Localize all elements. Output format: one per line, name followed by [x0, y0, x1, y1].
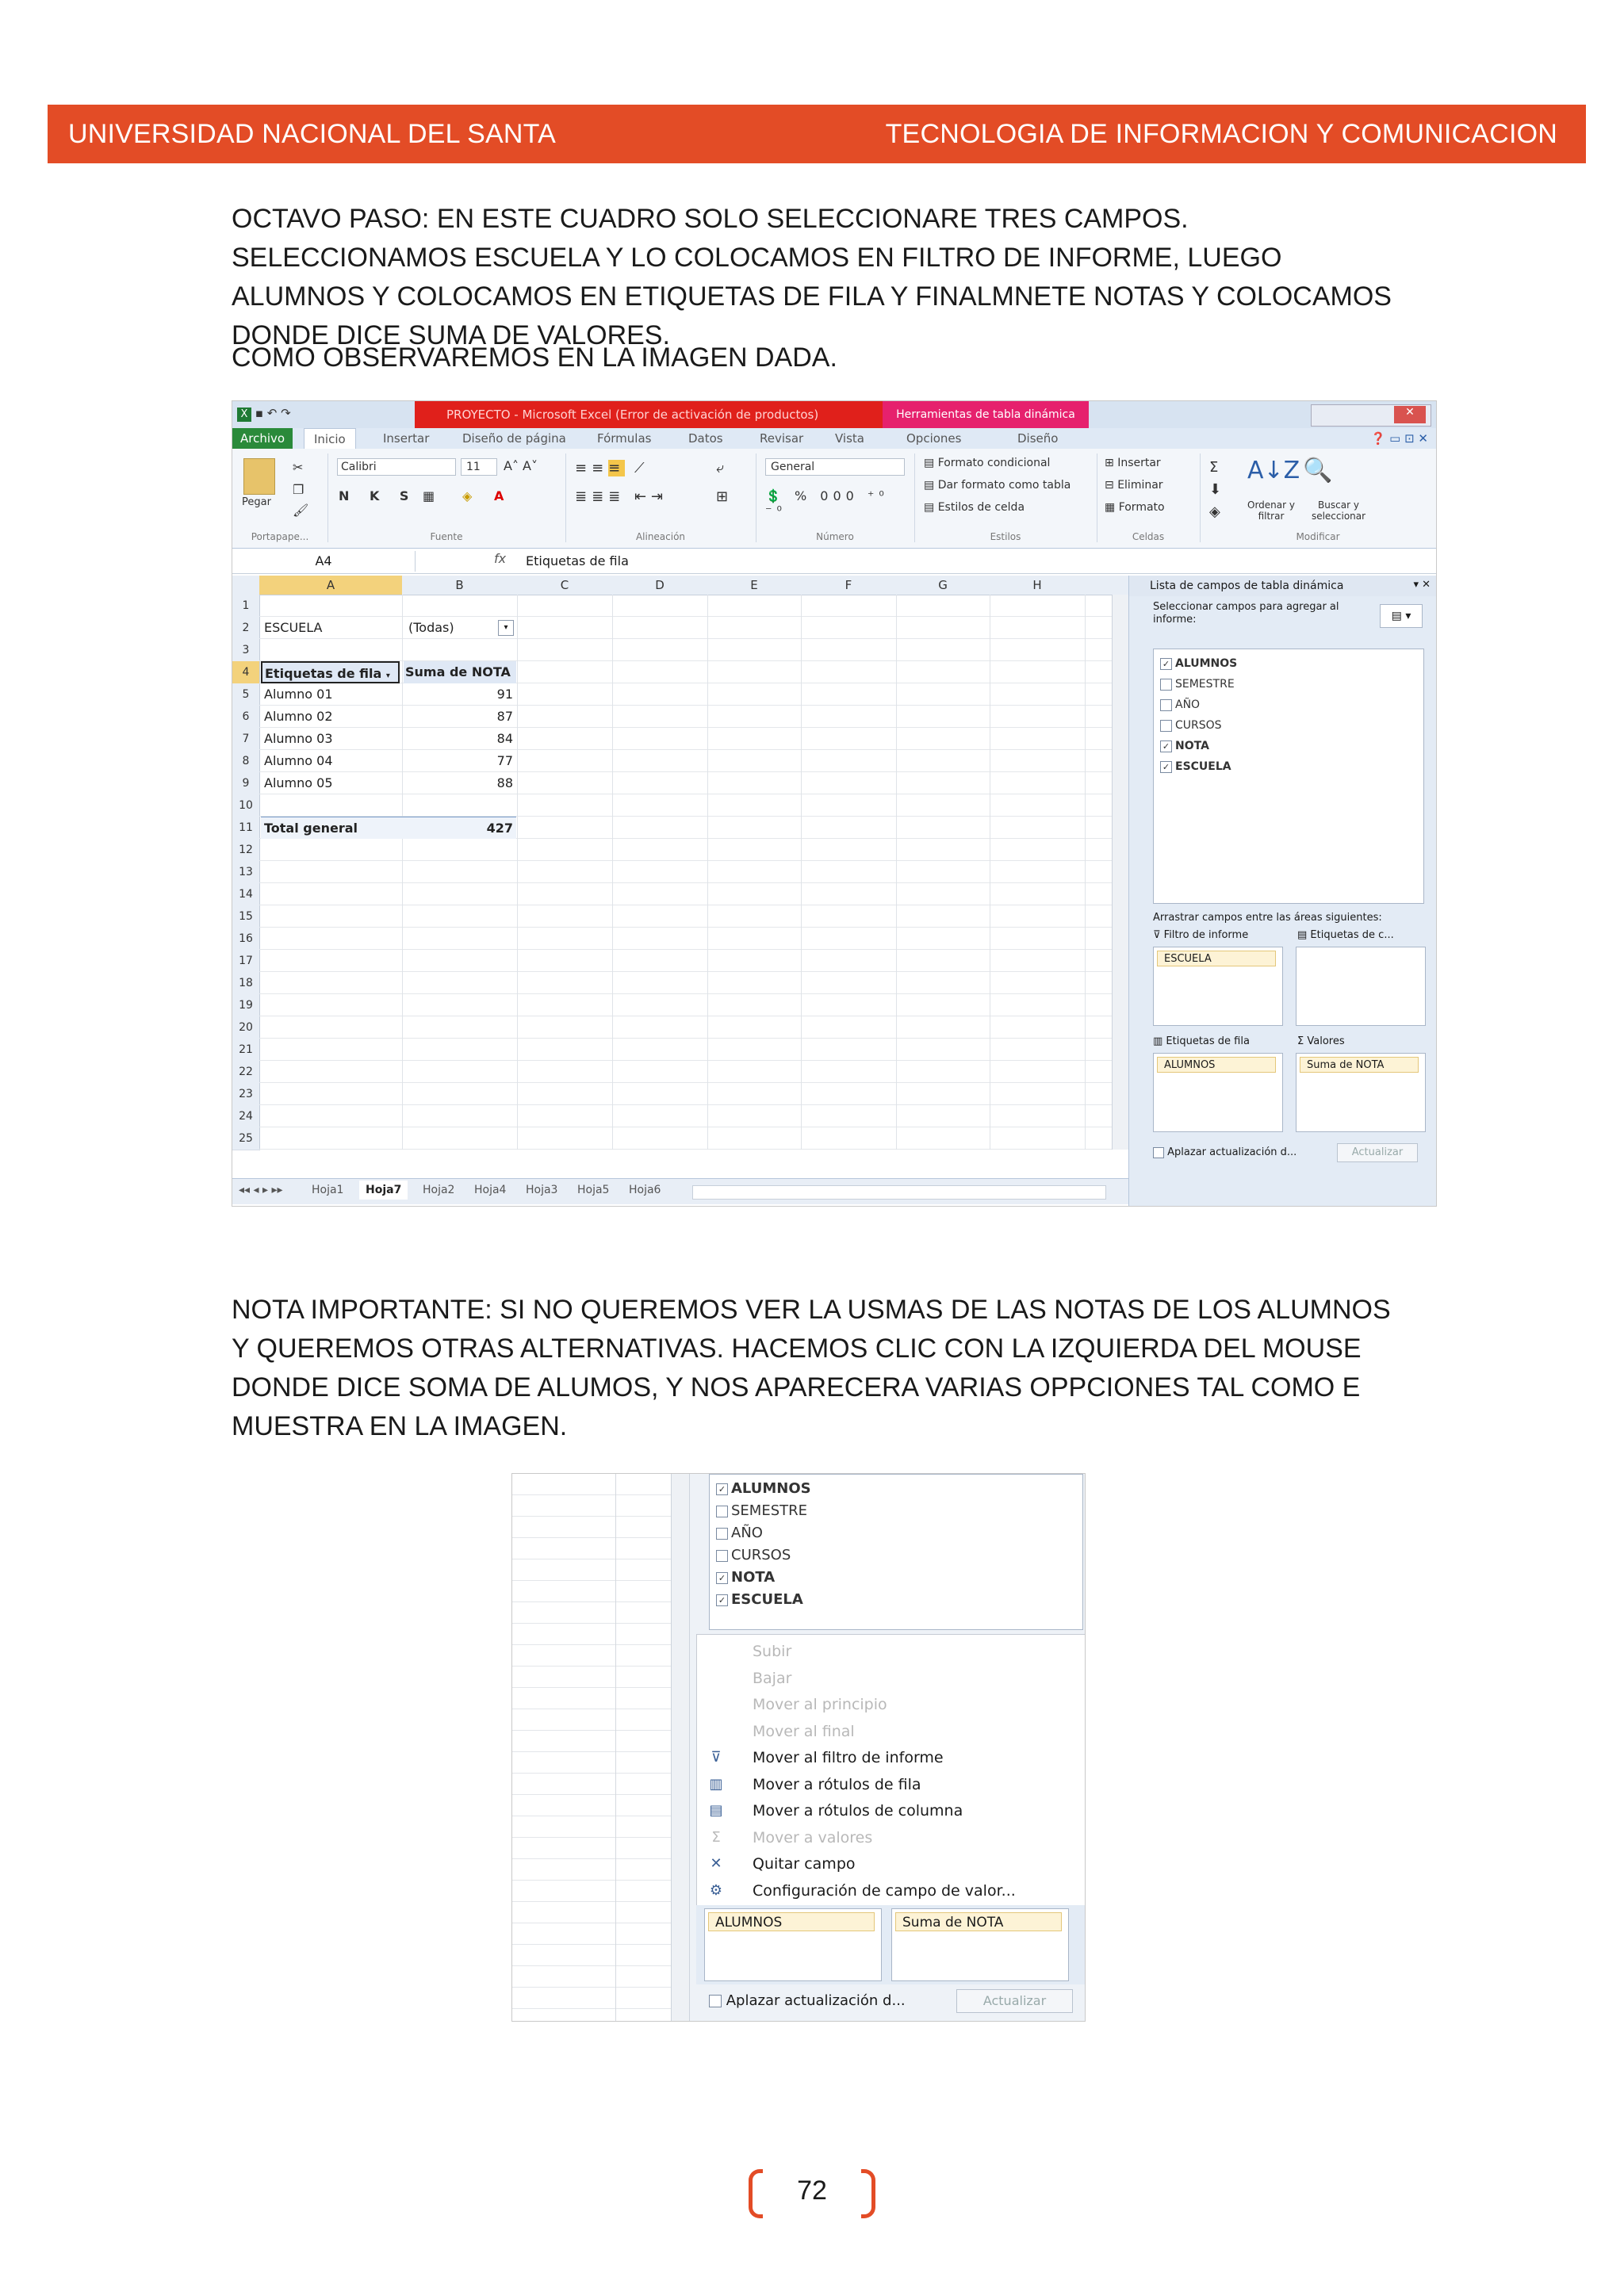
table-icon: ▤ [924, 501, 938, 514]
total-value: 427 [486, 821, 513, 836]
context-menu-label: Mover a rótulos de columna [753, 1802, 963, 1820]
row-header[interactable]: 14 [232, 883, 260, 906]
pivot-row-label[interactable]: Alumno 05 [264, 775, 333, 790]
row-header[interactable]: 9 [232, 772, 260, 795]
bold-italic-underline-icons[interactable]: N K S [339, 488, 417, 503]
format-as-table-label: Dar formato como tabla [937, 479, 1071, 492]
total-row[interactable] [261, 817, 516, 839]
group-label: Celdas [1132, 531, 1165, 542]
defer-label: Aplazar actualización d... [1167, 1146, 1297, 1158]
context-menu-label: Mover al principio [753, 1696, 887, 1713]
insert-cells-button[interactable] [1105, 457, 1161, 469]
gridline [259, 616, 1113, 617]
border-icon[interactable]: ▦ [423, 488, 435, 503]
suma-nota-chip[interactable]: Suma de NOTA [895, 1912, 1062, 1931]
align-top-icons[interactable]: ≡≡≡ ⟋ [575, 460, 649, 476]
sort-filter-icon[interactable]: A↓Z [1247, 457, 1300, 484]
field-item[interactable] [1160, 737, 1209, 756]
tab-revisar[interactable]: Revisar [760, 431, 804, 446]
group-label: Portapape... [251, 531, 309, 542]
row-labels-label: Etiquetas de fila [1166, 1035, 1250, 1047]
row-header[interactable]: 18 [232, 972, 260, 995]
tab-diseno-pagina[interactable]: Diseño de página [462, 431, 566, 446]
column-header-f[interactable]: F [801, 576, 897, 595]
field-list-title: Lista de campos de tabla dinámica [1129, 576, 1437, 596]
row-header[interactable]: 16 [232, 928, 260, 951]
checkbox-icon[interactable]: ✓ [716, 1483, 728, 1495]
format-label: Formato [1118, 501, 1165, 514]
select-all-corner[interactable] [232, 576, 260, 595]
pivot-row-value[interactable]: 84 [496, 731, 513, 746]
filter-value-cell[interactable]: (Todas) [408, 620, 454, 635]
filter-label-cell[interactable]: ESCUELA [264, 620, 323, 635]
values-area[interactable] [891, 1908, 1069, 1981]
context-menu-item[interactable] [697, 1744, 1086, 1771]
field-name: ALUMNOS [1175, 657, 1238, 670]
sheet-nav-icon[interactable]: ◂◂ ◂ ▸ ▸▸ [239, 1184, 283, 1196]
report-filter-label: Filtro de informe [1163, 929, 1249, 941]
field-item[interactable] [716, 1590, 803, 1609]
filter-icon: ⊽ [1153, 929, 1164, 941]
checkbox-icon[interactable]: ✓ [716, 1594, 728, 1606]
gridline [402, 595, 403, 1150]
gridline [259, 949, 1113, 950]
alumnos-chip[interactable]: ALUMNOS [1157, 1057, 1276, 1073]
checkbox-icon[interactable] [709, 1995, 722, 2007]
find-select-label[interactable]: Buscar y seleccionar [1311, 499, 1366, 522]
close-icon[interactable]: ▾ ✕ [1413, 579, 1431, 591]
context-menu-label: Bajar [753, 1669, 792, 1687]
field-name: CURSOS [1175, 719, 1222, 732]
gridline [259, 727, 1113, 728]
tab-formulas[interactable]: Fórmulas [597, 431, 652, 446]
gridline [259, 1149, 1113, 1150]
field-item[interactable] [716, 1546, 791, 1565]
field-name: SEMESTRE [1175, 678, 1235, 691]
suma-nota-chip[interactable]: Suma de NOTA [1300, 1057, 1419, 1073]
insert-label: Insertar [1117, 457, 1161, 469]
field-item[interactable] [1160, 654, 1237, 673]
table-icon: ▤ [924, 479, 938, 492]
excel-logo-icon: X [237, 408, 251, 422]
conditional-format-button[interactable] [924, 457, 1050, 469]
insert-icon: ⊞ [1105, 457, 1118, 469]
context-menu-label: Quitar campo [753, 1855, 856, 1873]
checkbox-icon[interactable]: ✓ [1160, 740, 1172, 752]
field-name: AÑO [731, 1525, 763, 1541]
gridline [707, 595, 708, 1150]
drag-fields-text: Arrastrar campos entre las áreas siguientes: [1153, 912, 1382, 924]
gridline [259, 1104, 1113, 1105]
clipboard-group [232, 453, 328, 542]
vertical-scrollbar[interactable] [671, 1474, 690, 2021]
row-header[interactable]: 6 [232, 706, 260, 729]
context-menu-item [697, 1691, 1086, 1718]
excel-title-bar [232, 401, 1436, 428]
number-format-select[interactable]: General [765, 458, 905, 476]
font-group [327, 453, 566, 542]
help-icon[interactable]: ❓ ▭ ⊡ ✕ [1370, 431, 1428, 446]
row-header[interactable]: 11 [232, 817, 260, 840]
copy-icon[interactable]: ❐ [293, 482, 304, 497]
row-labels-icon: ▥ [709, 1775, 723, 1793]
gridline [259, 1038, 1113, 1039]
sheet-tab[interactable]: Hoja4 [474, 1184, 507, 1196]
grow-font-icon[interactable]: A˄ A˅ [504, 458, 538, 473]
formula-bar [232, 549, 1436, 574]
row-header[interactable]: 1 [232, 595, 260, 618]
escuela-chip[interactable]: ESCUELA [1157, 951, 1276, 966]
row-header[interactable]: 23 [232, 1083, 260, 1106]
settings-icon: ⚙ [709, 1881, 723, 1899]
sheet-tab[interactable]: Hoja6 [629, 1184, 661, 1196]
column-header-c[interactable]: C [517, 576, 613, 595]
checkbox-icon[interactable]: ✓ [1160, 658, 1172, 670]
cut-icon[interactable]: ✂ [293, 460, 304, 475]
report-filter-area[interactable] [1153, 947, 1283, 1026]
sheet-tabs-bar [232, 1178, 1128, 1204]
gridline [259, 705, 1113, 706]
column-header-e[interactable]: E [707, 576, 802, 595]
align-horizontal-icons[interactable]: ≣≣≣ ⇤⇥ [575, 488, 668, 505]
row-header[interactable]: 22 [232, 1061, 260, 1084]
group-label: Modificar [1296, 531, 1340, 542]
tab-diseno[interactable]: Diseño [1017, 431, 1059, 446]
checkbox-icon[interactable] [716, 1506, 728, 1517]
group-label: Fuente [430, 531, 463, 542]
pivot-row-value[interactable]: 77 [496, 753, 513, 768]
context-menu-item[interactable] [697, 1877, 1086, 1904]
field-name: NOTA [731, 1569, 776, 1586]
context-menu-item [697, 1824, 1086, 1851]
checkbox-icon[interactable] [1160, 720, 1172, 732]
horizontal-scrollbar[interactable] [692, 1185, 1106, 1200]
layout-icon[interactable]: ▤ ▾ [1380, 604, 1423, 628]
gridline [517, 595, 518, 1150]
column-header-h[interactable]: H [990, 576, 1086, 595]
page-number: 72 [797, 2175, 827, 2206]
gridline [259, 749, 1113, 750]
filter-dropdown-icon[interactable]: ▾ [498, 620, 514, 636]
context-menu-label: Mover al filtro de informe [753, 1749, 944, 1766]
window-controls[interactable] [1311, 404, 1431, 427]
gridline [612, 595, 613, 1150]
areas-fragment [696, 1905, 1085, 1984]
gridline [259, 993, 1113, 994]
gridline [615, 1474, 616, 2021]
field-list-box [709, 1474, 1083, 1630]
field-name: SEMESTRE [731, 1502, 808, 1519]
ribbon-tabs [232, 428, 1436, 450]
field-context-menu [696, 1634, 1086, 1907]
sheet-tab-active[interactable]: Hoja7 [359, 1181, 408, 1200]
field-name: CURSOS [731, 1547, 791, 1563]
column-header-empty [1085, 576, 1129, 595]
total-label: Total general [264, 821, 358, 836]
context-menu-item [697, 1718, 1086, 1745]
cell-styles-button[interactable] [924, 501, 1025, 514]
tab-insertar[interactable]: Insertar [383, 431, 430, 446]
context-menu-label: Mover a rótulos de fila [753, 1775, 921, 1793]
group-label: Número [816, 531, 854, 542]
formula-input[interactable]: Etiquetas de fila [526, 553, 629, 568]
row-header[interactable]: 4 [232, 661, 260, 684]
checkbox-icon[interactable] [716, 1550, 728, 1562]
field-name: AÑO [1175, 698, 1201, 711]
row-header[interactable]: 20 [232, 1016, 260, 1039]
column-header-b[interactable]: B [402, 576, 518, 595]
alignment-group [565, 453, 756, 542]
tab-archivo[interactable]: Archivo [232, 428, 293, 449]
values-area-label [1297, 1035, 1345, 1047]
delete-icon: ⊟ [1105, 479, 1118, 492]
column-header-d[interactable]: D [612, 576, 708, 595]
paste-icon[interactable] [243, 458, 275, 495]
delete-label: Eliminar [1117, 479, 1163, 492]
currency-percent-icons[interactable]: 💲 % 000 ⁺⁰ ⁻⁰ [765, 488, 889, 519]
ribbon [232, 449, 1436, 549]
field-name: ALUMNOS [731, 1480, 811, 1497]
update-button[interactable]: Actualizar [956, 1989, 1073, 2013]
gridline [259, 638, 1113, 639]
checkbox-icon[interactable] [716, 1528, 728, 1540]
choose-fields-text: Seleccionar campos para agregar al informe: [1153, 601, 1339, 626]
context-menu-screenshot [511, 1473, 1086, 2022]
filter-icon: ⊽ [710, 1749, 722, 1766]
column-header-a[interactable]: A [259, 576, 403, 595]
excel-screenshot [232, 400, 1437, 1207]
gridline [896, 595, 897, 1150]
row-header[interactable]: 21 [232, 1039, 260, 1062]
function-icon[interactable]: fx [494, 551, 507, 566]
defer-label: Aplazar actualización d... [726, 1992, 906, 2009]
paragraph-step-eight: OCTAVO PASO: EN ESTE CUADRO SOLO SELECCIONARE TRES CAMPOS. SELECCIONAMOS ESCUELA Y LO COLOCAMOS EN FILTRO DE INFORME, LUEGO ALUMNOS Y COLOCAMOS EN ETIQUETAS DE FILA Y FINALMNETE NOTAS Y COLOCAMOS DONDE DICE SUMA DE VALORES. [232, 204, 1392, 350]
pivot-row-label[interactable]: Alumno 04 [264, 753, 333, 768]
sheet-tab[interactable]: Hoja1 [312, 1184, 344, 1196]
gridline [259, 971, 1113, 972]
row-header[interactable]: 13 [232, 861, 260, 884]
group-label: Estilos [990, 531, 1021, 542]
header-left: UNIVERSIDAD NACIONAL DEL SANTA [68, 118, 556, 149]
merge-center-icon[interactable]: ⊞ [716, 488, 729, 505]
column-labels-icon: ▤ [709, 1802, 723, 1819]
field-item[interactable] [1160, 675, 1235, 694]
field-item[interactable] [716, 1524, 763, 1543]
pivot-row-label[interactable]: Alumno 01 [264, 687, 333, 702]
row-header[interactable]: 17 [232, 950, 260, 973]
checkbox-icon[interactable] [1153, 1147, 1164, 1158]
format-icon: ▦ [1105, 501, 1119, 514]
sheet-tab[interactable]: Hoja5 [577, 1184, 610, 1196]
row-labels-header: Etiquetas de fila [265, 666, 382, 681]
page-number-block [749, 2163, 875, 2226]
checkbox-icon[interactable] [1160, 679, 1172, 691]
conditional-format-label: Formato condicional [937, 457, 1051, 469]
gridline [259, 927, 1113, 928]
update-button[interactable]: Actualizar [1337, 1143, 1418, 1162]
field-list-box [1153, 649, 1424, 904]
quick-access-toolbar[interactable] [237, 406, 372, 423]
defer-update-checkbox[interactable] [1153, 1146, 1297, 1158]
row-header[interactable]: 5 [232, 683, 260, 706]
pivot-row-value[interactable]: 87 [496, 709, 513, 724]
styles-group [914, 453, 1097, 542]
row-labels-area[interactable] [704, 1908, 882, 1981]
row-header[interactable]: 7 [232, 728, 260, 751]
row-header[interactable]: 8 [232, 750, 260, 773]
field-name: ESCUELA [1175, 760, 1231, 773]
format-painter-icon[interactable]: 🖌 [293, 503, 309, 518]
tab-datos[interactable]: Datos [688, 431, 723, 446]
save-icon[interactable]: ▪ [255, 406, 263, 420]
pivot-row-label[interactable]: Alumno 03 [264, 731, 333, 746]
undo-icon[interactable]: ↶ [266, 406, 278, 420]
row-header[interactable]: 24 [232, 1105, 260, 1128]
row-header[interactable]: 2 [232, 617, 260, 640]
gridline [1085, 595, 1086, 1150]
gridline [259, 1082, 1113, 1083]
pivot-field-list [1128, 576, 1437, 1206]
row-header[interactable]: 15 [232, 905, 260, 928]
table-icon: ▤ [924, 457, 938, 469]
name-box[interactable]: A4 [232, 551, 416, 572]
close-icon[interactable]: ✕ [1394, 406, 1426, 423]
pivot-row-value[interactable]: 88 [496, 775, 513, 790]
context-menu-label: Configuración de campo de valor... [753, 1881, 1016, 1900]
column-labels-area-label [1297, 929, 1394, 941]
alumnos-chip[interactable]: ALUMNOS [708, 1912, 875, 1931]
context-menu-item[interactable] [697, 1850, 1086, 1877]
paragraph-observe: COMO OBSERVAREMOS EN LA IMAGEN DADA. [232, 342, 837, 373]
paragraph-important-note: NOTA IMPORTANTE: SI NO QUEREMOS VER LA USMAS DE LAS NOTAS DE LOS ALUMNOS Y QUEREMOS OTRAS ALTERNATIVAS. HACEMOS CLIC CON LA IZQUIERDA DEL MOUSE DONDE DICE SOMA DE ALUMOS, Y NOS APARECERA VARIAS OPPCIONES TAL COMO E MUESTRA EN LA IMAGEN. [232, 1295, 1391, 1441]
field-item[interactable] [1160, 695, 1200, 714]
row-labels-area[interactable] [1153, 1053, 1283, 1132]
context-menu-item[interactable] [697, 1771, 1086, 1798]
gridline [259, 882, 1113, 883]
row-header[interactable]: 3 [232, 639, 260, 662]
find-icon[interactable]: 🔍 [1303, 457, 1333, 484]
column-labels-icon: ▤ [1297, 929, 1311, 941]
context-menu-label: Mover al final [753, 1722, 855, 1740]
cell-styles-label: Estilos de celda [937, 501, 1025, 514]
pivot-row-label[interactable]: Alumno 02 [264, 709, 333, 724]
field-item[interactable] [1160, 716, 1222, 735]
column-labels-label: Etiquetas de c... [1310, 929, 1394, 941]
paste-button[interactable]: Pegar [242, 496, 271, 508]
grid-rows [512, 1474, 671, 2021]
checkbox-icon[interactable]: ✓ [1160, 761, 1172, 773]
values-label: Valores [1307, 1035, 1345, 1047]
page-header [48, 105, 1586, 163]
format-as-table-button[interactable] [924, 479, 1071, 492]
gridline [801, 595, 802, 1150]
gridline [259, 1060, 1113, 1061]
number-group [756, 453, 915, 542]
gridline [259, 771, 1113, 772]
context-menu-item [697, 1638, 1086, 1665]
worksheet-grid [232, 576, 1128, 1178]
cells-group [1097, 453, 1201, 542]
pivot-tools-context: Herramientas de tabla dinámica [883, 401, 1089, 428]
context-menu-label: Mover a valores [753, 1828, 873, 1846]
row-labels-icon: ▥ [1153, 1035, 1166, 1047]
context-menu-label: Subir [753, 1643, 792, 1660]
fill-color-icon[interactable]: ◈ [462, 488, 473, 503]
autosum-icon[interactable]: Σ ⬇ ◈ [1209, 459, 1222, 520]
field-item[interactable] [1160, 757, 1231, 776]
row-header[interactable]: 10 [232, 794, 260, 817]
sheet-tab[interactable]: Hoja3 [526, 1184, 558, 1196]
sum-nota-header[interactable]: Suma de NOTA [404, 661, 516, 683]
header-right: TECNOLOGIA DE INFORMACION Y COMUNICACION [885, 118, 1557, 149]
redo-icon[interactable]: ↷ [281, 406, 291, 420]
column-labels-area[interactable] [1296, 947, 1426, 1026]
editing-group [1200, 453, 1436, 542]
column-header-g[interactable]: G [896, 576, 990, 595]
font-size-select[interactable]: 11 [461, 458, 497, 476]
context-menu-item[interactable] [697, 1797, 1086, 1824]
sort-filter-label[interactable]: Ordenar y filtrar [1247, 499, 1295, 522]
defer-update-checkbox[interactable] [709, 1992, 906, 2009]
wrap-text-icon[interactable]: ⤶ [716, 460, 725, 476]
dropdown-arrow-icon[interactable]: ▾ [385, 672, 390, 680]
sheet-tab[interactable]: Hoja2 [423, 1184, 455, 1196]
field-item[interactable] [716, 1568, 775, 1587]
field-name: ESCUELA [731, 1591, 803, 1608]
group-label: Alineación [635, 531, 686, 542]
format-cells-button[interactable] [1105, 501, 1165, 514]
values-area[interactable] [1296, 1053, 1426, 1132]
row-header[interactable]: 12 [232, 839, 260, 862]
sigma-icon: Σ [711, 1828, 721, 1846]
checkbox-icon[interactable]: ✓ [716, 1572, 728, 1584]
row-header[interactable]: 25 [232, 1127, 260, 1150]
report-filter-area-label [1153, 929, 1248, 941]
vertical-scrollbar[interactable] [1112, 595, 1128, 1150]
gridline [259, 860, 1113, 861]
font-name-select[interactable]: Calibri [337, 458, 456, 476]
field-item[interactable] [716, 1479, 811, 1498]
delete-cells-button[interactable] [1105, 479, 1163, 492]
field-item[interactable] [716, 1502, 807, 1521]
remove-icon: ✕ [710, 1855, 722, 1872]
row-labels-area-label [1153, 1035, 1250, 1047]
checkbox-icon[interactable] [1160, 699, 1172, 711]
worksheet-fragment [512, 1474, 671, 2021]
tab-vista[interactable]: Vista [835, 431, 864, 446]
row-header[interactable]: 19 [232, 994, 260, 1017]
font-color-icon[interactable]: A [494, 488, 504, 503]
row-labels-header-cell[interactable] [261, 661, 400, 683]
right-bracket [861, 2169, 875, 2218]
field-name: NOTA [1175, 740, 1209, 752]
pivot-row-value[interactable]: 91 [496, 687, 513, 702]
window-title: PROYECTO - Microsoft Excel (Error de activación de productos) [415, 401, 1065, 428]
tab-inicio[interactable]: Inicio [304, 428, 356, 450]
context-menu-item [697, 1665, 1086, 1692]
sigma-icon: Σ [1297, 1035, 1308, 1047]
tab-opciones[interactable]: Opciones [906, 431, 962, 446]
